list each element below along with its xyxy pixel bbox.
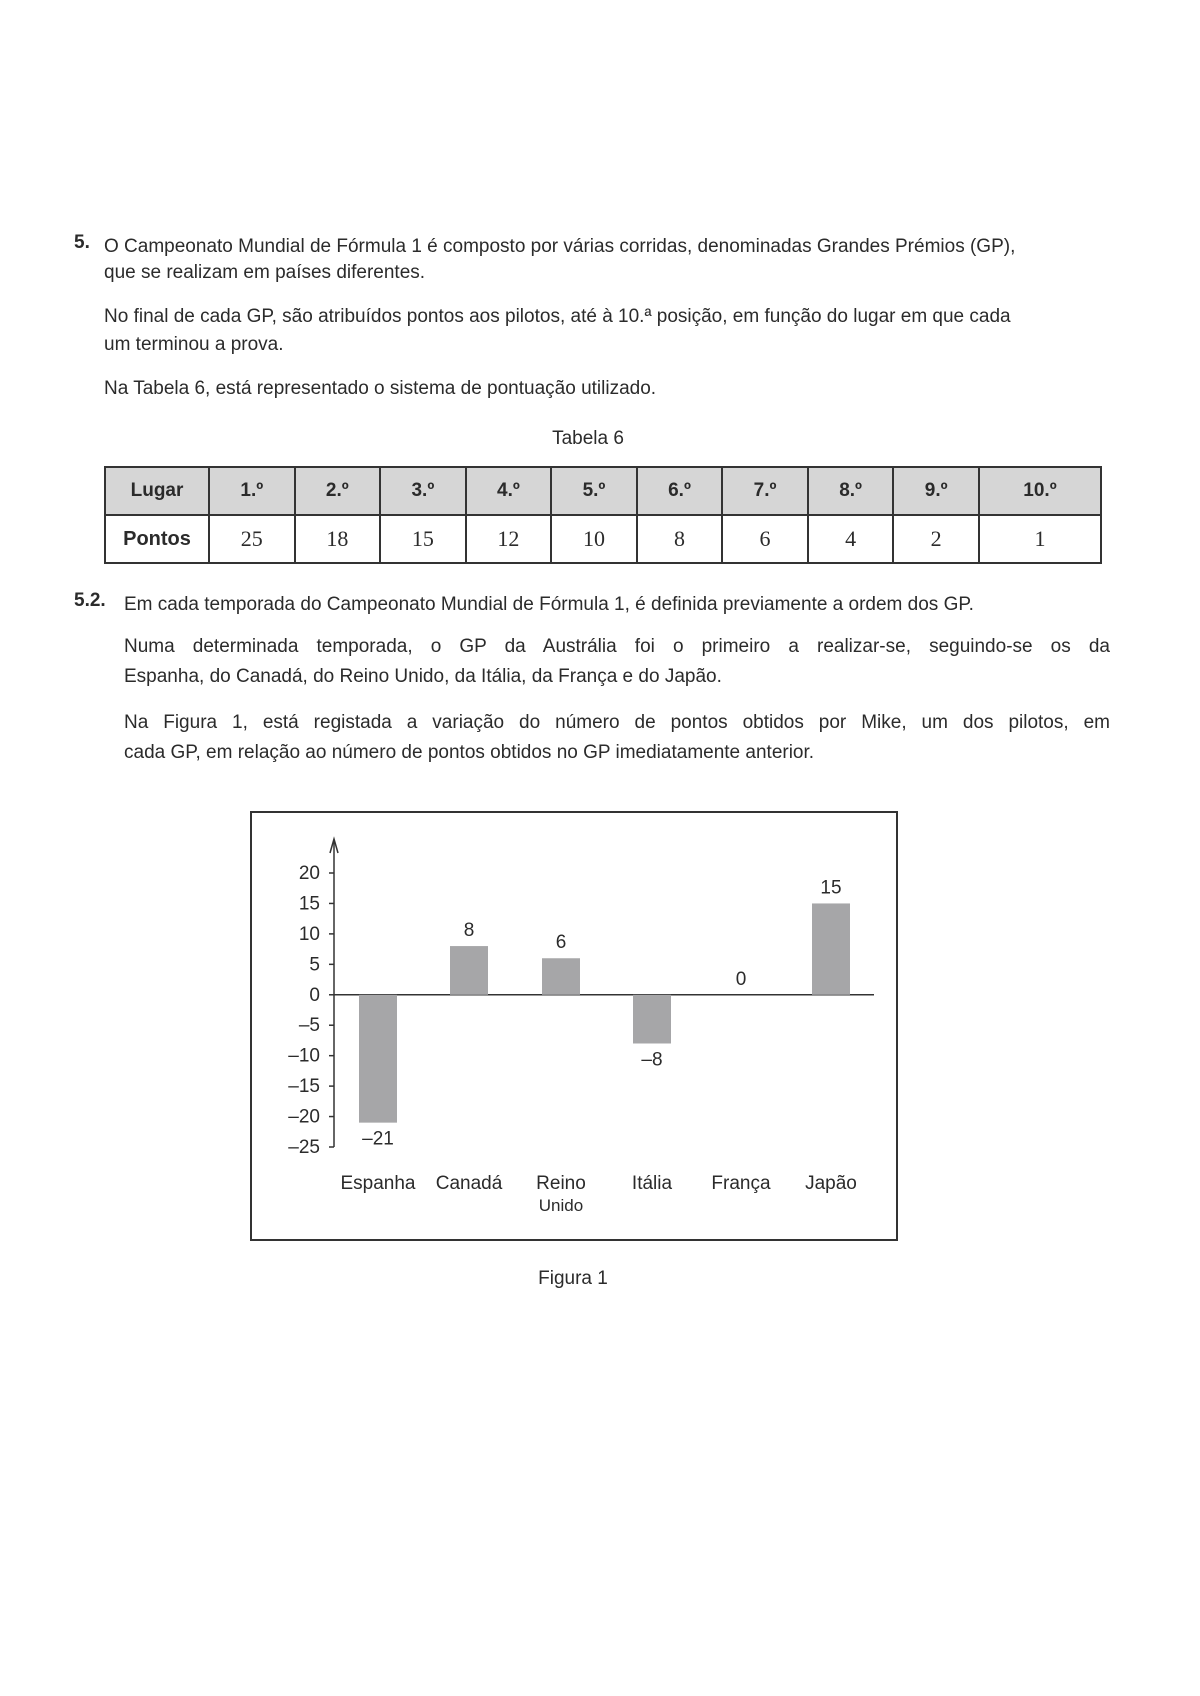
x-tick-label: Itália xyxy=(631,1173,673,1194)
question-5-2 xyxy=(74,590,1110,780)
table-cell: 18 xyxy=(295,515,381,563)
x-tick-label: Unido xyxy=(538,1196,584,1215)
data-label: –8 xyxy=(641,1049,663,1071)
question-text-line: cada GP, em relação ao número de pontos obtidos no GP imediatamente anterior. xyxy=(124,742,815,763)
question-text-line: O Campeonato Mundial de Fórmula 1 é composto por várias corridas, denominadas Grandes Prémios (GP), xyxy=(104,236,1016,257)
question-text-line: Em cada temporada do Campeonato Mundial de Fórmula 1, é definida previamente a ordem dos GP. xyxy=(124,594,974,615)
bar-chart xyxy=(252,813,896,1239)
bar xyxy=(359,995,397,1123)
question-5 xyxy=(74,232,1110,412)
figure-frame xyxy=(250,811,898,1241)
y-tick-label: –5 xyxy=(298,1015,320,1037)
data-label: 0 xyxy=(735,968,747,990)
y-tick-label: 15 xyxy=(298,893,320,915)
question-number: 5.2. xyxy=(74,590,106,611)
question-text-line: um terminou a prova. xyxy=(104,334,284,355)
table-cell: 7.º xyxy=(722,467,808,515)
question-text-line: Espanha, do Canadá, do Reino Unido, da Itália, da França e do Japão. xyxy=(124,666,722,687)
points-table xyxy=(104,466,1102,564)
table-cell: 3.º xyxy=(380,467,466,515)
table-cell: 4.º xyxy=(466,467,552,515)
table-cell: 1.º xyxy=(209,467,295,515)
data-label: –21 xyxy=(362,1128,394,1150)
table-cell: 15 xyxy=(380,515,466,563)
question-text-line: No final de cada GP, são atribuídos pontos aos pilotos, até à 10.ª posição, em função do lugar em que cada xyxy=(104,306,1011,327)
table-cell: 25 xyxy=(209,515,295,563)
bar xyxy=(542,958,580,995)
y-tick-label: 0 xyxy=(309,984,320,1006)
y-tick-label: –15 xyxy=(288,1076,320,1098)
table-cell: 9.º xyxy=(893,467,979,515)
question-text-line: Na Figura 1, está registada a variação do número de pontos obtidos por Mike, um dos pilotos, em xyxy=(124,712,1110,733)
x-tick-label: Japão xyxy=(805,1173,857,1194)
y-tick-label: –10 xyxy=(288,1045,320,1067)
data-label: 15 xyxy=(820,877,842,899)
table-cell: 4 xyxy=(808,515,894,563)
table-cell: 8.º xyxy=(808,467,894,515)
row-label: Pontos xyxy=(105,515,209,563)
table-cell: 10 xyxy=(551,515,637,563)
question-text-line: Numa determinada temporada, o GP da Austrália foi o primeiro a realizar-se, seguindo-se os da xyxy=(124,636,1110,657)
table-cell: 12 xyxy=(466,515,552,563)
table-cell: 2.º xyxy=(295,467,381,515)
y-tick-label: 10 xyxy=(298,923,320,945)
table-cell: 5.º xyxy=(551,467,637,515)
table-cell: 1 xyxy=(979,515,1101,563)
y-tick-label: –25 xyxy=(288,1137,320,1158)
figure-caption: Figura 1 xyxy=(538,1268,608,1289)
x-tick-label: Canadá xyxy=(435,1173,503,1194)
x-tick-label: Espanha xyxy=(340,1173,416,1194)
y-tick-label: –20 xyxy=(288,1106,320,1128)
bar xyxy=(812,903,850,994)
question-text-line: Na Tabela 6, está representado o sistema de pontuação utilizado. xyxy=(104,378,657,399)
table-cell: 8 xyxy=(637,515,723,563)
x-tick-label: França xyxy=(711,1173,771,1194)
table-cell: 10.º xyxy=(979,467,1101,515)
table-cell: 2 xyxy=(893,515,979,563)
data-label: 8 xyxy=(463,920,475,942)
x-tick-label: Reino xyxy=(536,1173,586,1194)
table-cell: 6.º xyxy=(637,467,723,515)
data-label: 6 xyxy=(555,932,567,954)
question-number: 5. xyxy=(74,232,90,253)
bar xyxy=(633,995,671,1044)
y-tick-label: 20 xyxy=(298,863,320,884)
table-row xyxy=(105,515,1101,563)
table-row xyxy=(105,467,1101,515)
bar xyxy=(450,946,488,995)
y-tick-label: 5 xyxy=(309,954,320,976)
table-cell: 6 xyxy=(722,515,808,563)
table-caption: Tabela 6 xyxy=(552,428,624,449)
question-text-line: que se realizam em países diferentes. xyxy=(104,262,426,283)
row-label: Lugar xyxy=(105,467,209,515)
